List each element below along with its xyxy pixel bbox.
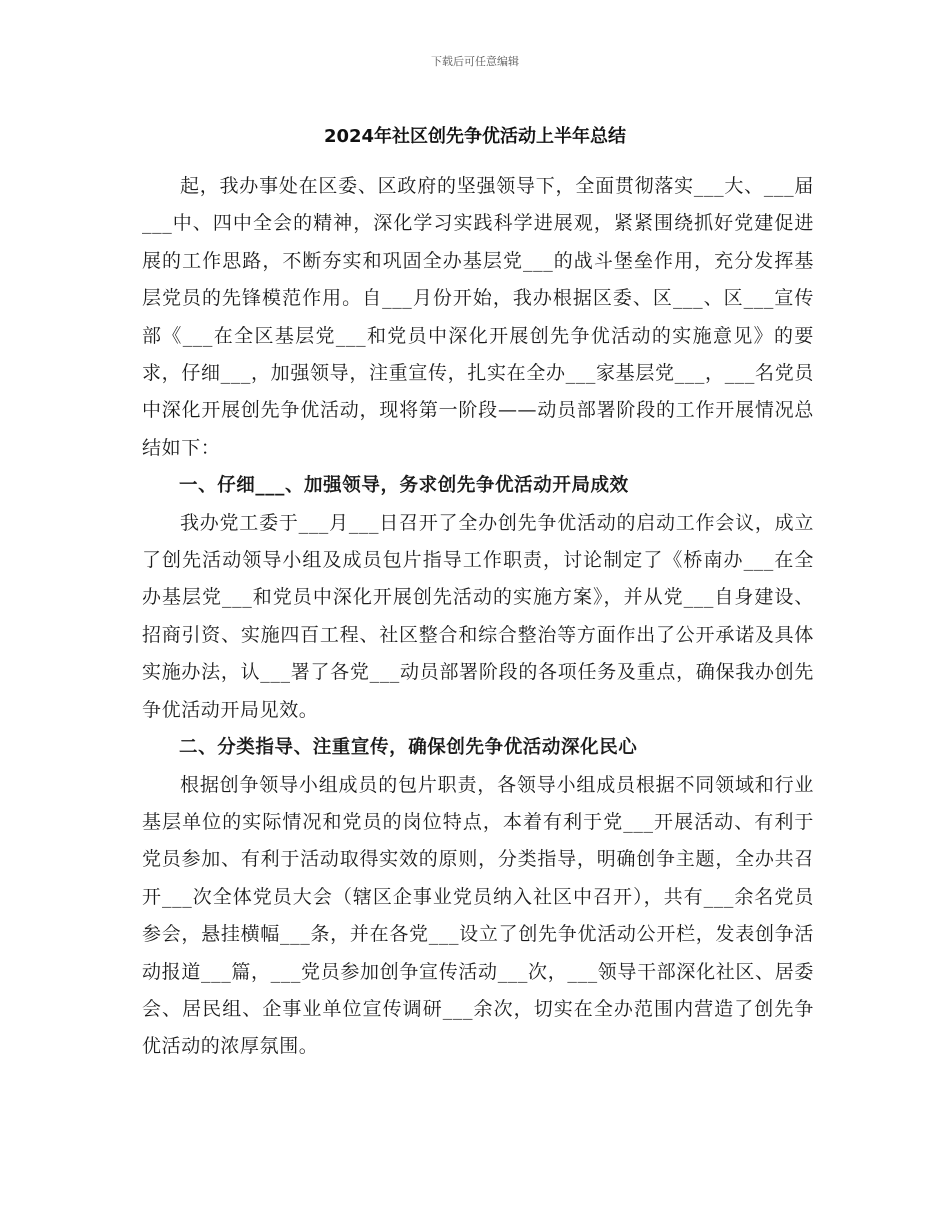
document-title: 2024年社区创先争优活动上半年总结: [323, 126, 627, 147]
section-2-paragraph: 根据创争领导小组成员的包片职责，各领导小组成员根据不同领域和行业基层单位的实际情况和党员的岗位特点，本着有利于党___开展活动、有利于党员参加、有利于活动取得实效的原则，分类指导，明确创争主题，全办共召开___次全体党员大会（辖区企事业党员纳入社区中召开），共有___余名党员参会，悬挂横幅___条，并在各党___设立了创先争优活动公开栏，发表创争活动报道___篇，___党员参加创争宣传活动___次，___领导干部深化社区、居委会、居民组、企事业单位宣传调研___余次，切实在全办范围内营造了创先争优活动的浓厚氛围。: [142, 773, 814, 1058]
intro-paragraph: 起，我办事处在区委、区政府的坚强领导下，全面贯彻落实___大、___届___中、四中全会的精神，深化学习实践科学进展观，紧紧围绕抓好党建促进展的工作思路，不断夯实和巩固全办基层党___的战斗堡垒作用，充分发挥基层党员的先锋模范作用。自___月份开始，我办根据区委、区___、区___宣传部《___在全区基层党___和党员中深化开展创先争优活动的实施意见》的要求，仔细___，加强领导，注重宣传，扎实在全办___家基层党___，___名党员中深化开展创先争优活动，现将第一阶段——动员部署阶段的工作开展情况总结如下：: [142, 175, 814, 459]
section-heading-2: 二、分类指导、注重宣传，确保创先争优活动深化民心: [179, 737, 638, 759]
section-heading-1: 一、仔细___、加强领导，务求创先争优活动开局成效: [179, 475, 629, 497]
page-header-note: 下载后可任意编辑: [431, 55, 519, 68]
document-body: [142, 168, 814, 1066]
section-1-paragraph: 我办党工委于___月___日召开了全办创先争优活动的启动工作会议，成立了创先活动领导小组及成员包片指导工作职责，讨论制定了《桥南办___在全办基层党___和党员中深化开展创先活动的实施方案》，并从党___自身建设、招商引资、实施四百工程、社区整合和综合整治等方面作出了公开承诺及具体实施办法，认___署了各党___动员部署阶段的各项任务及重点，确保我办创先争优活动开局见效。: [142, 511, 814, 721]
